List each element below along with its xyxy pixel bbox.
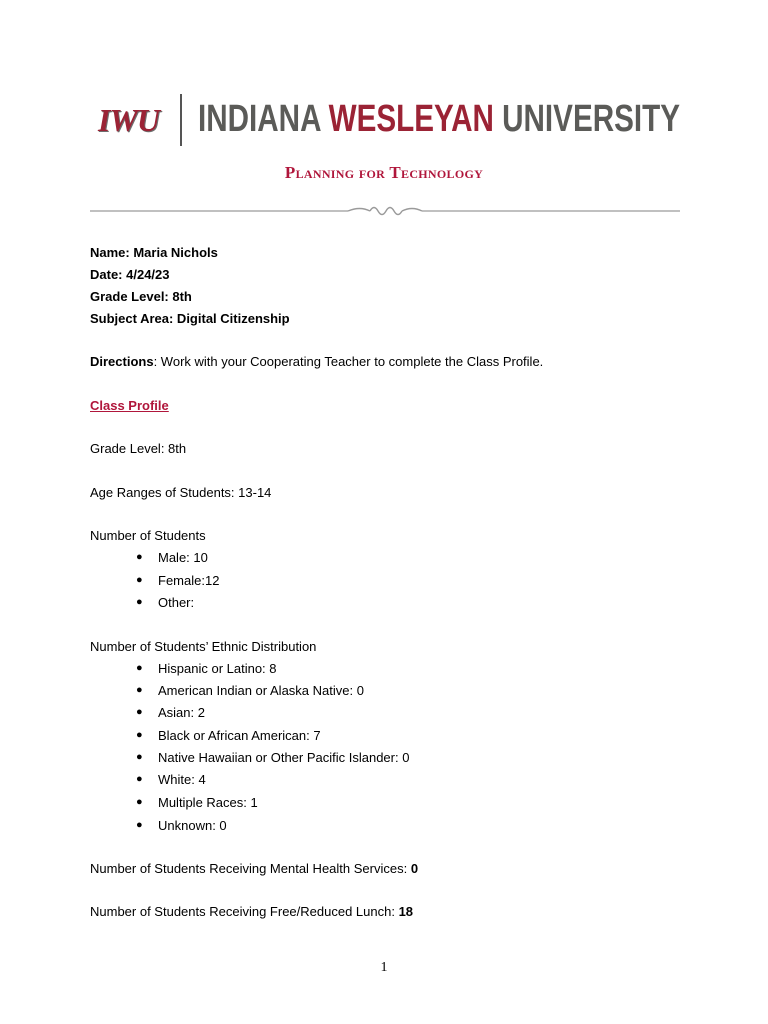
mental-health-value: 0 (410, 861, 419, 876)
bullet-icon: ● (136, 596, 143, 608)
bullet-icon: ● (136, 662, 143, 674)
list-item: White: 4 (158, 772, 206, 787)
list-item: Male: 10 (158, 550, 208, 565)
directions-label: Directions (90, 354, 154, 369)
list-item: Female:12 (158, 573, 220, 588)
date-line: Date: 4/24/23 (90, 267, 170, 282)
bullet-icon: ● (136, 773, 143, 785)
list-item: Native Hawaiian or Other Pacific Islander: 0 (158, 750, 410, 765)
grade-line: Grade Level: 8th (90, 289, 192, 304)
university-name-part2: WESLEYAN (328, 98, 494, 140)
university-header (90, 90, 680, 150)
directions-text: : Work with your Cooperating Teacher to complete the Class Profile. (153, 354, 544, 369)
list-item: Asian: 2 (158, 705, 205, 720)
page-title: Planning for Technology (284, 163, 484, 182)
list-item: Hispanic or Latino: 8 (158, 661, 277, 676)
bullet-icon: ● (136, 706, 143, 718)
list-item: Black or African American: 7 (158, 728, 321, 743)
list-item: American Indian or Alaska Native: 0 (158, 683, 364, 698)
class-profile-heading[interactable]: Class Profile (90, 398, 169, 413)
students-heading: Number of Students (90, 528, 206, 543)
ethnic-heading: Number of Students’ Ethnic Distribution (90, 639, 317, 654)
list-item: Multiple Races: 1 (158, 795, 258, 810)
bullet-icon: ● (136, 551, 143, 563)
list-item: Unknown: 0 (158, 818, 227, 833)
subject-line: Subject Area: Digital Citizenship (90, 311, 290, 326)
lunch-line (90, 903, 413, 920)
bullet-icon: ● (136, 684, 143, 696)
university-name-part3: UNIVERSITY (493, 98, 681, 140)
logo-divider (180, 94, 182, 146)
bullet-icon: ● (136, 574, 143, 586)
iwu-logo-mark: IWU (98, 102, 160, 138)
profile-grade-level: Grade Level: 8th (90, 441, 187, 456)
bullet-icon: ● (136, 729, 143, 741)
university-name (198, 98, 680, 141)
bullet-icon: ● (136, 819, 143, 831)
age-ranges: Age Ranges of Students: 13-14 (90, 485, 272, 500)
mental-health-line (90, 860, 418, 877)
bullet-icon: ● (136, 751, 143, 763)
ornament-divider (90, 202, 680, 220)
bullet-icon: ● (136, 796, 143, 808)
page-number: 1 (380, 960, 388, 975)
list-item: Other: (158, 595, 195, 610)
university-name-part1: INDIANA (198, 98, 329, 140)
lunch-label: Number of Students Receiving Free/Reduced Lunch: (90, 904, 399, 919)
mental-health-label: Number of Students Receiving Mental Health Services: (90, 861, 411, 876)
lunch-value: 18 (398, 904, 414, 919)
directions-line (90, 353, 543, 370)
name-line: Name: Maria Nichols (90, 245, 218, 260)
